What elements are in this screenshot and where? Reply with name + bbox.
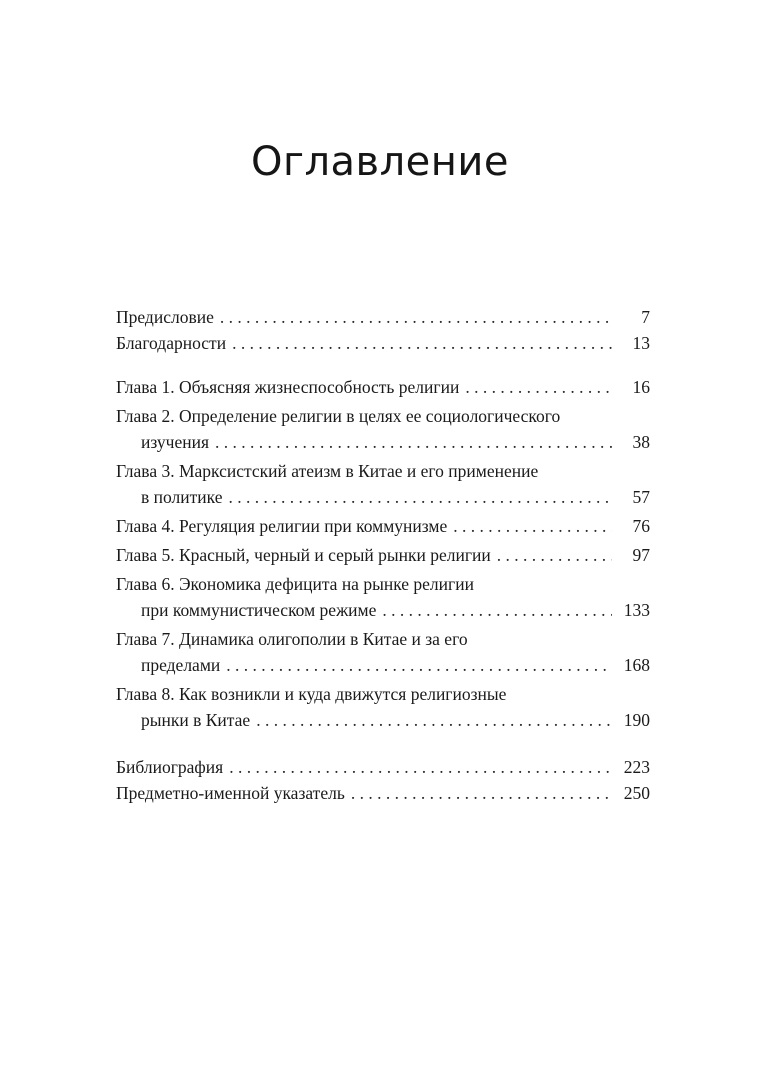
toc-page-number: 7 — [641, 307, 650, 327]
toc-entry-title: Благодарности — [116, 333, 227, 353]
toc-entry-title: Глава 6. Экономика дефицита на рынке религии — [116, 574, 474, 594]
toc-page-number: 76 — [632, 516, 650, 536]
toc-entry-line — [116, 429, 650, 455]
toc-entry[interactable] — [116, 304, 650, 330]
toc-spacer — [116, 736, 650, 754]
toc-entry-title: Предметно-именной указатель — [116, 783, 345, 803]
toc-page-number: 223 — [623, 757, 650, 777]
toc-entry-line — [116, 780, 650, 806]
toc-entry[interactable] — [116, 330, 650, 356]
dot-leader — [215, 429, 612, 455]
toc-chapter-entry[interactable] — [116, 542, 650, 568]
toc-entry-title: Глава 4. Регуляция религии при коммунизме — [116, 516, 448, 536]
toc-entry-title: Глава 3. Марксистский атеизм в Китае и его применение — [116, 461, 539, 481]
dot-leader — [228, 484, 612, 510]
toc-page-number: 57 — [632, 487, 650, 507]
toc-entry-line — [116, 681, 650, 707]
toc-page-number: 250 — [623, 783, 650, 803]
toc-entry-line — [116, 626, 650, 652]
toc-chapter-entry[interactable] — [116, 626, 650, 678]
toc-entry-title: при коммунистическом режиме — [141, 600, 377, 620]
toc-entry-line — [116, 484, 650, 510]
toc-chapter-entry[interactable] — [116, 458, 650, 510]
dot-leader — [465, 374, 612, 400]
dot-leader — [220, 304, 612, 330]
toc-page-number: 38 — [632, 432, 650, 452]
table-of-contents — [116, 304, 650, 806]
toc-entry-title: в политике — [141, 487, 223, 507]
toc-entry-line — [116, 542, 650, 568]
toc-page-number: 97 — [632, 545, 650, 565]
toc-chapter-entry[interactable] — [116, 403, 650, 455]
toc-front-matter — [116, 304, 650, 356]
toc-entry-line — [116, 458, 650, 484]
toc-entry-title: Предисловие — [116, 307, 214, 327]
toc-entry-title: Библиография — [116, 757, 224, 777]
toc-chapter-entry[interactable] — [116, 681, 650, 733]
toc-chapters — [116, 374, 650, 733]
toc-entry-title: рынки в Китае — [141, 710, 251, 730]
toc-entry-line — [116, 652, 650, 678]
toc-entry-title: Глава 1. Объясняя жизнеспособность религии — [116, 377, 460, 397]
dot-leader — [351, 780, 612, 806]
toc-entry-title: пределами — [141, 655, 221, 675]
toc-entry-title: изучения — [141, 432, 210, 452]
toc-entry-line — [116, 304, 650, 330]
toc-entry-line — [116, 403, 650, 429]
toc-entry-line — [116, 707, 650, 733]
dot-leader — [229, 754, 612, 780]
toc-entry-title: Глава 2. Определение религии в целях ее социологического — [116, 406, 561, 426]
toc-page-number: 133 — [623, 600, 650, 620]
toc-entry-title: Глава 5. Красный, черный и серый рынки религии — [116, 545, 491, 565]
toc-chapter-entry[interactable] — [116, 374, 650, 400]
dot-leader — [226, 652, 612, 678]
toc-entry-line — [116, 513, 650, 539]
toc-entry-line — [116, 571, 650, 597]
toc-spacer — [116, 356, 650, 374]
toc-entry-line — [116, 330, 650, 356]
dot-leader — [232, 330, 612, 356]
dot-leader — [382, 597, 612, 623]
toc-page-number: 190 — [623, 710, 650, 730]
toc-entry[interactable] — [116, 780, 650, 806]
toc-entry-title: Глава 8. Как возникли и куда движутся религиозные — [116, 684, 507, 704]
dot-leader — [453, 513, 612, 539]
toc-page-number: 168 — [623, 655, 650, 675]
toc-back-matter — [116, 754, 650, 806]
toc-entry[interactable] — [116, 754, 650, 780]
toc-entry-line — [116, 597, 650, 623]
dot-leader — [497, 542, 612, 568]
toc-entry-line — [116, 374, 650, 400]
toc-page-number: 16 — [632, 377, 650, 397]
toc-chapter-entry[interactable] — [116, 571, 650, 623]
toc-chapter-entry[interactable] — [116, 513, 650, 539]
toc-entry-line — [116, 754, 650, 780]
toc-entry-title: Глава 7. Динамика олигополии в Китае и за его — [116, 629, 468, 649]
toc-page-number: 13 — [632, 333, 650, 353]
page-title: Оглавление — [250, 138, 510, 185]
dot-leader — [256, 707, 612, 733]
